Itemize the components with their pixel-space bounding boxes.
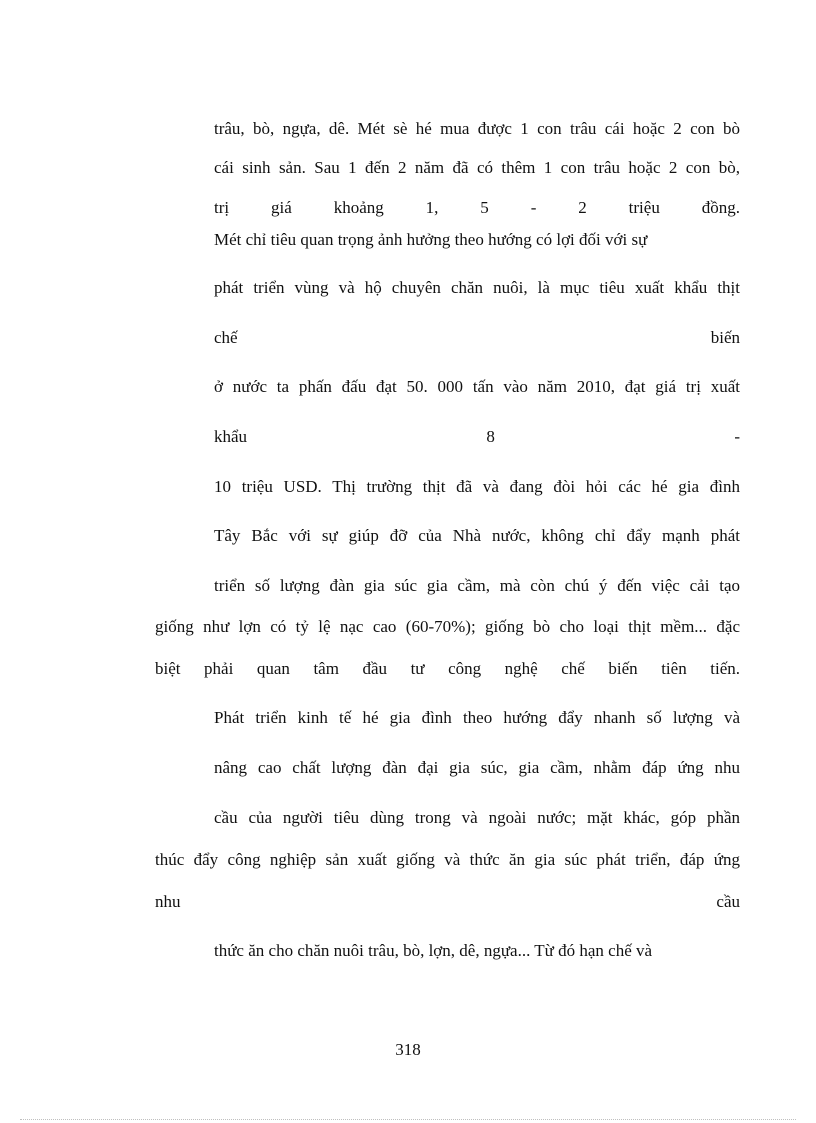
text-line: ở nước ta phấn đấu đạt 50. 000 tấn vào năm 2010, đạt giá trị xuất [214,377,740,396]
text-line: 10 triệu USD. Thị trường thịt đã và đang đòi hỏi các hé gia đình [214,477,740,496]
text-line: nhu cầu [155,892,740,911]
text-line: Phát triển kinh tế hé gia đình theo hướng đẩy nhanh số lượng và [214,708,740,727]
text-line: cầu của người tiêu dùng trong và ngoài nước; mặt khác, góp phần [214,808,740,827]
text-line: cái sinh sản. Sau 1 đến 2 năm đã có thêm 1 con trâu hoặc 2 con bò, [214,158,740,177]
text-line: Tây Bắc với sự giúp đỡ của Nhà nước, không chỉ đẩy mạnh phát [214,526,740,545]
text-line: thúc đẩy công nghiệp sản xuất giống và thức ăn gia súc phát triển, đáp ứng [155,850,740,869]
text-line: trị giá khoảng 1, 5 - 2 triệu đồng. [214,198,740,217]
text-line: trâu, bò, ngựa, dê. Mét sè hé mua được 1 con trâu cái hoặc 2 con bò [214,119,740,138]
text-line: triển số lượng đàn gia súc gia cầm, mà còn chú ý đến việc cải tạo [214,576,740,595]
page-number: 318 [395,1040,421,1059]
text-line: chế biến [214,328,740,347]
text-line: nâng cao chất lượng đàn đại gia súc, gia cầm, nhằm đáp ứng nhu [214,758,740,777]
text-line: khẩu 8 - [214,427,740,446]
text-line: thức ăn cho chăn nuôi trâu, bò, lợn, dê, ngựa... Từ đó hạn chế và [214,941,653,960]
page-bottom-divider [20,1119,796,1120]
text-line: giống như lợn có tỷ lệ nạc cao (60-70%); giống bò cho loại thịt mềm... đặc [155,617,740,636]
text-line: biệt phải quan tâm đầu tư công nghệ chế biến tiên tiến. [155,659,740,678]
text-line: phát triển vùng và hộ chuyên chăn nuôi, là mục tiêu xuất khẩu thịt [214,278,740,297]
text-line: Mét chỉ tiêu quan trọng ảnh hưởng theo hướng có lợi đối với sự [214,230,648,249]
